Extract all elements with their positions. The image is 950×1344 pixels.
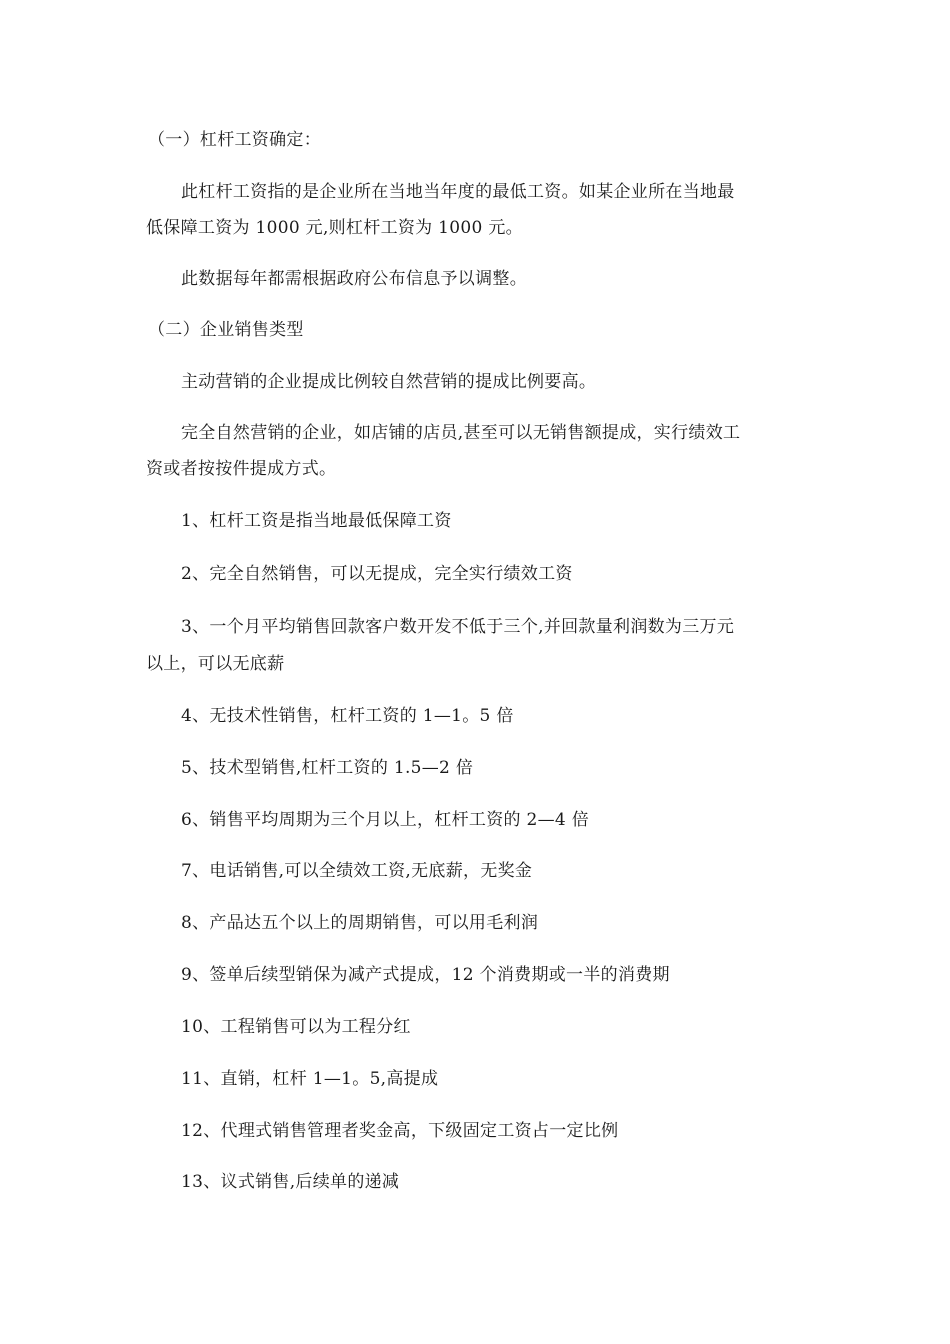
section-heading-2: （二）企业销售类型 [148,320,304,340]
paragraph-2: 此数据每年都需根据政府公布信息予以调整。 [181,269,527,289]
list-item-1: 1、杠杆工资是指当地最低保障工资 [181,511,452,531]
list-item-10: 10、工程销售可以为工程分红 [181,1017,411,1037]
paragraph-3: 主动营销的企业提成比例较自然营销的提成比例要高。 [181,372,597,392]
section-heading-1: （一）杠杆工资确定： [148,130,321,150]
paragraph-1-line-2: 低保障工资为 1000 元,则杠杆工资为 1000 元。 [146,218,523,238]
list-item-12: 12、代理式销售管理者奖金高，下级固定工资占一定比例 [181,1121,619,1141]
list-item-3-line-2: 以上，可以无底薪 [146,654,285,674]
paragraph-1-line-1: 此杠杆工资指的是企业所在当地当年度的最低工资。如某企业所在当地最 [181,182,735,202]
list-item-6: 6、销售平均周期为三个月以上，杠杆工资的 2—4 倍 [181,810,590,830]
list-item-9: 9、签单后续型销保为减产式提成，12 个消费期或一半的消费期 [181,965,670,985]
list-item-8: 8、产品达五个以上的周期销售，可以用毛利润 [181,913,539,933]
list-item-3-line-1: 3、一个月平均销售回款客户数开发不低于三个,并回款量利润数为三万元 [181,617,735,637]
list-item-2: 2、完全自然销售，可以无提成，完全实行绩效工资 [181,564,573,584]
list-item-4: 4、无技术性销售，杠杆工资的 1—1。5 倍 [181,706,514,726]
paragraph-4-line-2: 资或者按按件提成方式。 [146,459,337,479]
list-item-11: 11、直销，杠杆 1—1。5,高提成 [181,1069,439,1089]
list-item-5: 5、技术型销售,杠杆工资的 1.5—2 倍 [181,758,474,778]
list-item-13: 13、议式销售,后续单的递减 [181,1172,400,1192]
list-item-7: 7、电话销售,可以全绩效工资,无底薪，无奖金 [181,861,533,881]
paragraph-4-line-1: 完全自然营销的企业，如店铺的店员,甚至可以无销售额提成，实行绩效工 [181,423,741,443]
